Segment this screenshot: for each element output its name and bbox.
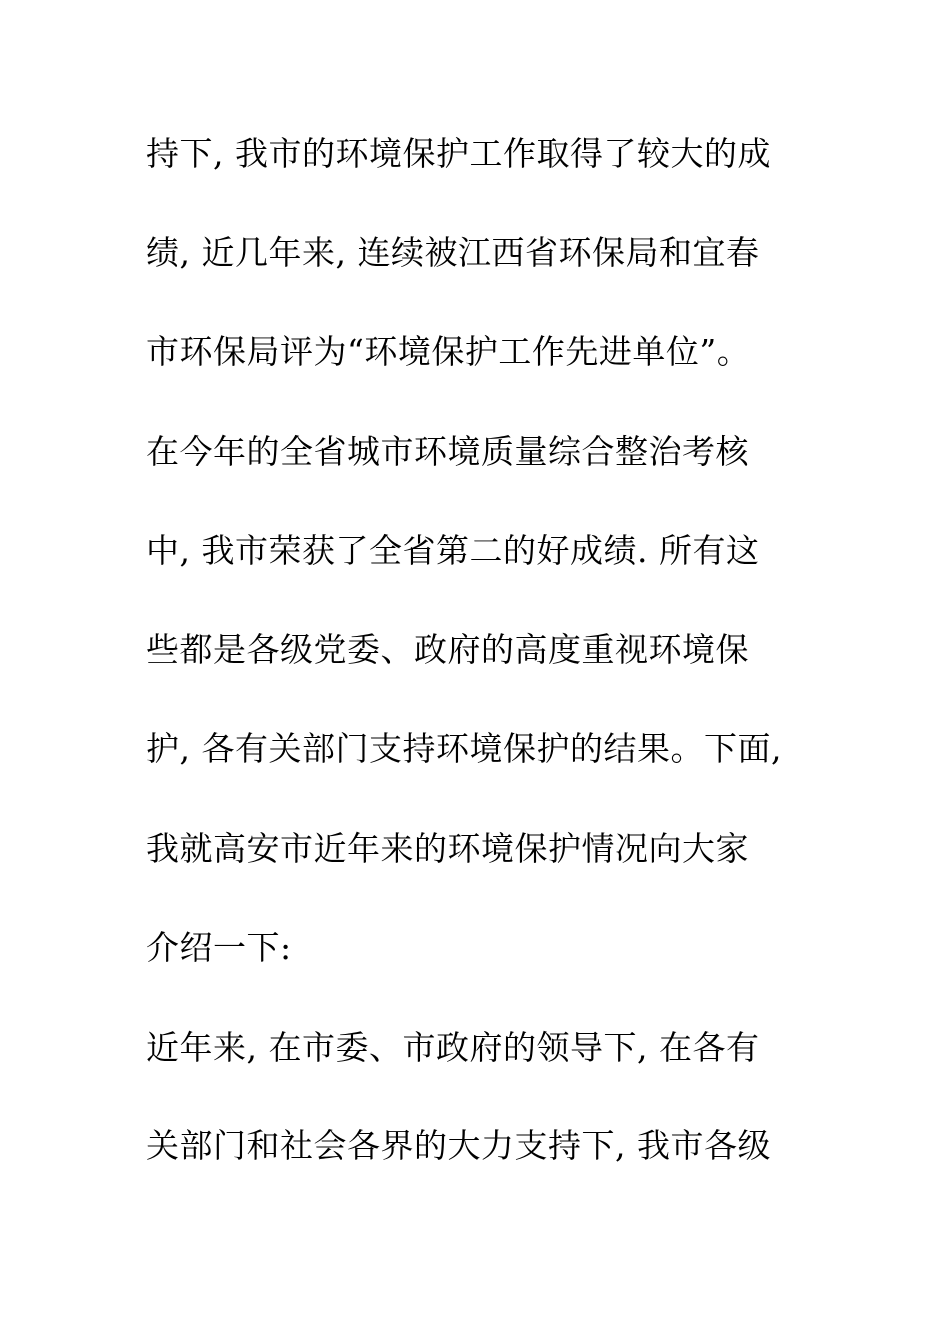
text-line-7: 护, 各有关部门支持环境保护的结果。下面, bbox=[146, 729, 782, 768]
text-line-1: 持下, 我市的环境保护工作取得了较大的成 bbox=[146, 134, 771, 173]
text-line-10: 近年来, 在市委、市政府的领导下, 在各有 bbox=[146, 1028, 760, 1067]
text-line-3: 市环保局评为“环境保护工作先进单位”。 bbox=[146, 332, 751, 371]
text-line-2: 绩, 近几年来, 连续被江西省环保局和宜春 bbox=[146, 233, 760, 272]
text-line-8: 我就高安市近年来的环境保护情况向大家 bbox=[146, 829, 749, 868]
text-line-6: 些都是各级党委、政府的高度重视环境保 bbox=[146, 630, 749, 669]
text-line-4: 在今年的全省城市环境质量综合整治考核 bbox=[146, 432, 749, 471]
text-line-5: 中, 我市荣获了全省第二的好成绩. 所有这 bbox=[146, 531, 760, 570]
text-line-9: 介绍一下: bbox=[146, 928, 292, 967]
text-line-11: 关部门和社会各界的大力支持下, 我市各级 bbox=[146, 1126, 771, 1165]
